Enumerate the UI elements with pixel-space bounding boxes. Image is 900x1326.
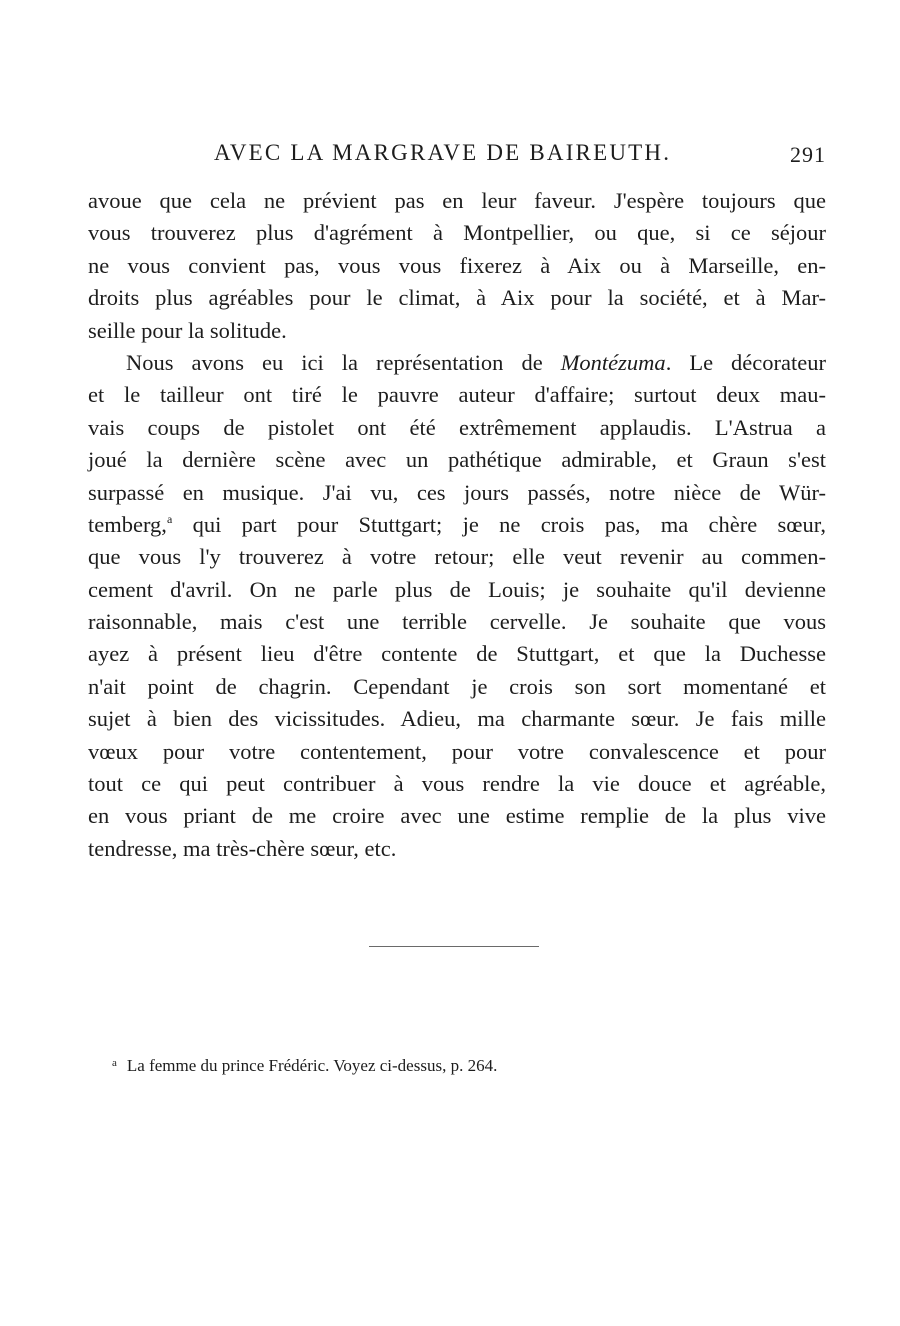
text-line: ayez à présent lieu d'être contente de Stuttgart, et que la Duchesse: [88, 641, 826, 667]
paragraph-2: [88, 347, 826, 865]
letter-body: [88, 185, 826, 865]
running-title: AVEC LA MARGRAVE DE BAIREUTH.: [214, 140, 672, 165]
text-line: surpassé en musique. J'ai vu, ces jours passés, notre nièce de Wür-: [88, 479, 826, 505]
footnote-reference: a: [166, 511, 173, 526]
text-line: vous trouverez plus d'agrément à Montpellier, ou que, si ce séjour: [88, 220, 826, 246]
text-line: seille pour la solitude.: [88, 317, 287, 343]
text-segment: Nous avons eu ici la représentation de: [126, 349, 561, 375]
text-line: en vous priant de me croire avec une estime remplie de la plus vive: [88, 803, 826, 829]
footnote: [112, 1056, 497, 1076]
text-line: avoue que cela ne prévient pas en leur faveur. J'espère toujours que: [88, 188, 826, 213]
text-line: et le tailleur ont tiré le pauvre auteur d'affaire; surtout deux mau-: [88, 382, 826, 408]
text-line: raisonnable, mais c'est une terrible cervelle. Je souhaite que vous: [88, 609, 826, 635]
footnote-text: La femme du prince Frédéric. Voyez ci-dessus, p. 264.: [126, 1056, 498, 1075]
text-line: ne vous convient pas, vous vous fixerez à Aix ou à Marseille, en-: [88, 252, 826, 278]
footnote-mark: a: [112, 1057, 117, 1069]
text-line: joué la dernière scène avec un pathétique admirable, et Graun s'est: [88, 447, 826, 473]
text-line: droits plus agréables pour le climat, à Aix pour la société, et à Mar-: [88, 285, 826, 311]
page-number: 291: [790, 142, 826, 167]
section-divider: [369, 946, 539, 947]
text-line: vais coups de pistolet ont été extrêmement applaudis. L'Astrua a: [88, 414, 826, 440]
text-line: tout ce qui peut contribuer à vous rendre la vie douce et agréable,: [88, 771, 826, 797]
paragraph-1: [88, 185, 826, 347]
text-line: tendresse, ma très-chère sœur, etc.: [88, 835, 397, 861]
text-line: [88, 509, 826, 541]
text-line: sujet à bien des vicissitudes. Adieu, ma charmante sœur. Je fais mille: [88, 706, 826, 732]
text-segment: . Le décorateur: [665, 349, 826, 375]
text-line: vœux pour votre contentement, pour votre convalescence et pour: [88, 738, 826, 764]
text-line: [88, 347, 826, 379]
text-line: n'ait point de chagrin. Cependant je crois son sort momentané et: [88, 673, 826, 699]
running-header: [88, 140, 828, 172]
text-line: cement d'avril. On ne parle plus de Louis; je souhaite qu'il devienne: [88, 576, 826, 602]
play-title: Montézuma: [560, 349, 666, 375]
text-line: que vous l'y trouverez à votre retour; elle veut revenir au commen-: [88, 544, 826, 570]
text-segment: qui part pour Stuttgart; je ne crois pas, ma chère sœur,: [172, 511, 826, 537]
text-segment: temberg,: [88, 511, 167, 537]
